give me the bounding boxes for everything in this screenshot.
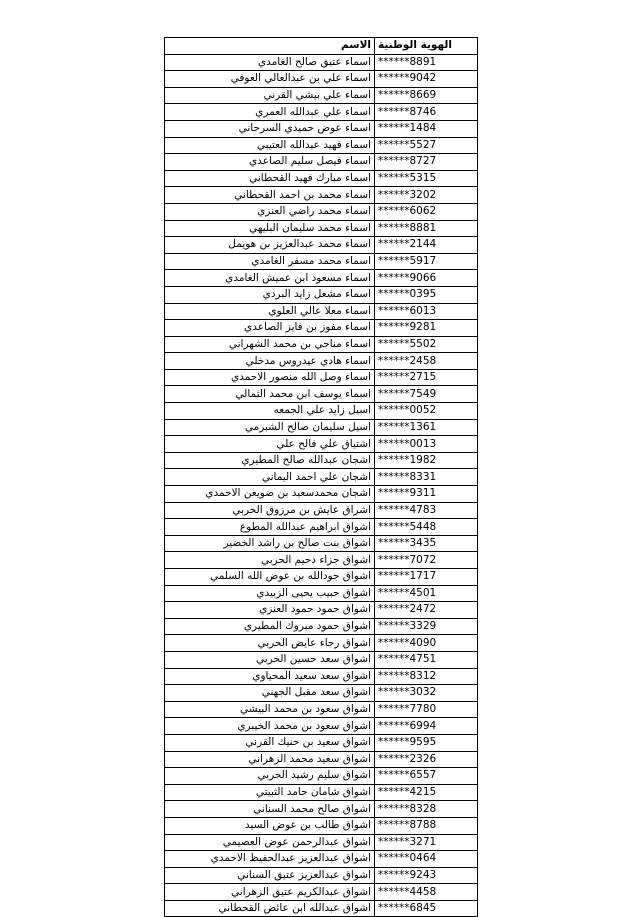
national-id-cell: ******0464 [375, 851, 478, 868]
table-row [165, 203, 478, 220]
national-id-cell: ******9243 [375, 867, 478, 884]
name-cell: اسماء علي بن عبدالعالي العوفي [165, 71, 375, 88]
names-table [164, 37, 478, 917]
table-row [165, 336, 478, 353]
national-id-cell: ******0013 [375, 436, 478, 453]
name-cell: اسماء يوسف ابن محمد الثمالي [165, 386, 375, 403]
national-id-cell: ******5315 [375, 170, 478, 187]
national-id-cell: ******8669 [375, 87, 478, 104]
table-row [165, 668, 478, 685]
name-cell: اسماء مبارك فهيد القحطاني [165, 170, 375, 187]
table-row [165, 403, 478, 420]
national-id-cell: ******4090 [375, 635, 478, 652]
table-row [165, 187, 478, 204]
national-id-cell: ******9042 [375, 71, 478, 88]
name-cell: اسماء معلا عالي العلوي [165, 303, 375, 320]
national-id-cell: ******1361 [375, 419, 478, 436]
name-cell: اشواق عبدالكريم عتيق الزهراني [165, 884, 375, 901]
national-id-cell: ******9595 [375, 734, 478, 751]
name-cell: اشواق سليم رشيد الحربي [165, 768, 375, 785]
table-row [165, 651, 478, 668]
name-cell: اسماء هادي عيدروس مدخلي [165, 353, 375, 370]
table-row [165, 253, 478, 270]
national-id-cell: ******4458 [375, 884, 478, 901]
national-id-cell: ******3435 [375, 535, 478, 552]
table-row [165, 436, 478, 453]
name-cell: اشواق سعد مقبل الجهني [165, 685, 375, 702]
name-cell: اشواق حبيب يحيى الزبيدي [165, 585, 375, 602]
table-row [165, 220, 478, 237]
table-row [165, 552, 478, 569]
table-row [165, 154, 478, 171]
name-cell: اشراق عايش بن مرزوق الحربي [165, 502, 375, 519]
table-row [165, 502, 478, 519]
national-id-cell: ******6013 [375, 303, 478, 320]
table-row [165, 170, 478, 187]
national-id-cell: ******2715 [375, 369, 478, 386]
table-row [165, 486, 478, 503]
table-row [165, 784, 478, 801]
name-cell: اسماء محمد سليمان البليهي [165, 220, 375, 237]
table-row [165, 71, 478, 88]
name-cell: اسماء علي عبدالله العمري [165, 104, 375, 121]
name-cell: اشواق سعود بن محمد الخيبري [165, 718, 375, 735]
name-cell: اشواق عبدالعزيز عتيق السناني [165, 867, 375, 884]
name-cell: اسماء محمد عبدالعزيز بن هويمل [165, 237, 375, 254]
national-id-cell: ******7549 [375, 386, 478, 403]
table-row [165, 535, 478, 552]
national-id-cell: ******5527 [375, 137, 478, 154]
national-id-cell: ******6062 [375, 203, 478, 220]
name-cell: اشواق جزاء دحيم الحربي [165, 552, 375, 569]
national-id-cell: ******5502 [375, 336, 478, 353]
national-id-cell: ******4751 [375, 651, 478, 668]
table-row [165, 452, 478, 469]
name-cell: اشواق حمود حمود العنزي [165, 602, 375, 619]
name-cell: اشواق شامان حامد الثبيتي [165, 784, 375, 801]
table-row [165, 137, 478, 154]
name-cell: اسماء فيصل سليم الصاعدي [165, 154, 375, 171]
national-id-cell: ******1717 [375, 569, 478, 586]
table-row [165, 469, 478, 486]
name-cell: اسماء وصل الله منصور الاحمدي [165, 369, 375, 386]
national-id-cell: ******8331 [375, 469, 478, 486]
table-body [165, 54, 478, 917]
header-national-id: الهوية الوطنية [375, 38, 478, 55]
name-cell: اسماء مناحي بن محمد الشهراني [165, 336, 375, 353]
national-id-cell: ******8788 [375, 817, 478, 834]
national-id-cell: ******5448 [375, 519, 478, 536]
national-id-cell: ******0052 [375, 403, 478, 420]
name-cell: اسماء محمد بن احمد القحطاني [165, 187, 375, 204]
name-cell: اشتياق علي فالح علي [165, 436, 375, 453]
name-cell: اشواق سعيد محمد الزهراني [165, 751, 375, 768]
table-row [165, 519, 478, 536]
table-row [165, 120, 478, 137]
table-row [165, 834, 478, 851]
name-cell: اسماء فهيد عبدالله العتيبي [165, 137, 375, 154]
name-cell: اسماء علي بيشي القرني [165, 87, 375, 104]
name-cell: اسماء مفوز بن فايز الصاعدي [165, 320, 375, 337]
name-cell: اشواق ابراهيم عبدالله المطوع [165, 519, 375, 536]
header-name: الاسم [165, 38, 375, 55]
table-row [165, 618, 478, 635]
table-row [165, 602, 478, 619]
national-id-cell: ******4501 [375, 585, 478, 602]
table-row [165, 635, 478, 652]
table-row [165, 286, 478, 303]
name-cell: اشواق حمود مبروك المطيري [165, 618, 375, 635]
national-id-cell: ******8891 [375, 54, 478, 71]
national-id-cell: ******7780 [375, 701, 478, 718]
header-row [165, 38, 478, 55]
national-id-cell: ******1484 [375, 120, 478, 137]
national-id-cell: ******6557 [375, 768, 478, 785]
national-id-cell: ******5917 [375, 253, 478, 270]
table-row [165, 54, 478, 71]
table-row [165, 320, 478, 337]
table-row [165, 734, 478, 751]
national-id-cell: ******1982 [375, 452, 478, 469]
national-id-cell: ******8312 [375, 668, 478, 685]
name-cell: اسيل سليمان صالح الشبرمي [165, 419, 375, 436]
name-cell: اشواق جودالله بن عوض الله السلمي [165, 569, 375, 586]
national-id-cell: ******2472 [375, 602, 478, 619]
name-cell: اسماء مسعود ابن عميش الغامدي [165, 270, 375, 287]
table-row [165, 851, 478, 868]
table-row [165, 569, 478, 586]
table-row [165, 87, 478, 104]
name-cell: اسماء محمد راضي العنزي [165, 203, 375, 220]
name-cell: اسماء عتيق صالح الغامدي [165, 54, 375, 71]
table-row [165, 237, 478, 254]
national-id-cell: ******3271 [375, 834, 478, 851]
name-cell: اسماء عوض حميدي السرحاني [165, 120, 375, 137]
name-cell: اشواق سعد سعيد المحياوي [165, 668, 375, 685]
national-id-cell: ******8881 [375, 220, 478, 237]
name-cell: اسماء محمد مسفر الغامدي [165, 253, 375, 270]
national-id-cell: ******2144 [375, 237, 478, 254]
table-row [165, 768, 478, 785]
national-id-cell: ******9066 [375, 270, 478, 287]
national-id-cell: ******6994 [375, 718, 478, 735]
national-id-cell: ******3202 [375, 187, 478, 204]
table-row [165, 104, 478, 121]
name-cell: اشواق عبدالرحمن عوض العصيمي [165, 834, 375, 851]
national-id-cell: ******3032 [375, 685, 478, 702]
national-id-cell: ******2458 [375, 353, 478, 370]
table-row [165, 270, 478, 287]
name-cell: اسيل زايد علي الجمعه [165, 403, 375, 420]
table-row [165, 369, 478, 386]
name-cell: اشواق رجاء عايض الحربي [165, 635, 375, 652]
national-id-cell: ******2326 [375, 751, 478, 768]
table-row [165, 751, 478, 768]
table-row [165, 867, 478, 884]
table-row [165, 718, 478, 735]
national-id-cell: ******9311 [375, 486, 478, 503]
table-row [165, 386, 478, 403]
name-cell: اشواق سعد حسين الحربي [165, 651, 375, 668]
table-row [165, 685, 478, 702]
name-cell: اسماء مشعل زايد البردي [165, 286, 375, 303]
national-id-cell: ******8746 [375, 104, 478, 121]
national-id-cell: ******9281 [375, 320, 478, 337]
national-id-cell: ******4215 [375, 784, 478, 801]
national-id-cell: ******8727 [375, 154, 478, 171]
name-cell: اشواق طالب بن عوض السيد [165, 817, 375, 834]
name-cell: اشجان عبدالله صالح المطيري [165, 452, 375, 469]
national-id-cell: ******6845 [375, 900, 478, 917]
name-cell: اشواق بنت صالح بن راشد الخضير [165, 535, 375, 552]
national-id-cell: ******8328 [375, 801, 478, 818]
table-row [165, 353, 478, 370]
table-row [165, 419, 478, 436]
table-row [165, 303, 478, 320]
name-cell: اشواق عبدالعزيز عبدالحفيظ الاحمدي [165, 851, 375, 868]
national-id-cell: ******3329 [375, 618, 478, 635]
name-cell: اشواق صالح محمد السناني [165, 801, 375, 818]
table-row [165, 801, 478, 818]
name-cell: اشواق عبدالله ابن عائض القحطاني [165, 900, 375, 917]
national-id-cell: ******0395 [375, 286, 478, 303]
table-row [165, 585, 478, 602]
table-row [165, 884, 478, 901]
table-row [165, 817, 478, 834]
national-id-cell: ******7072 [375, 552, 478, 569]
name-cell: اشواق سعود بن محمد البيشي [165, 701, 375, 718]
table-row [165, 701, 478, 718]
name-cell: اشجان علي احمد اليماني [165, 469, 375, 486]
name-cell: اشواق سعيد بن حنيك القرني [165, 734, 375, 751]
name-cell: اشجان محمدسعيد بن ضويعن الاحمدي [165, 486, 375, 503]
national-id-cell: ******4783 [375, 502, 478, 519]
